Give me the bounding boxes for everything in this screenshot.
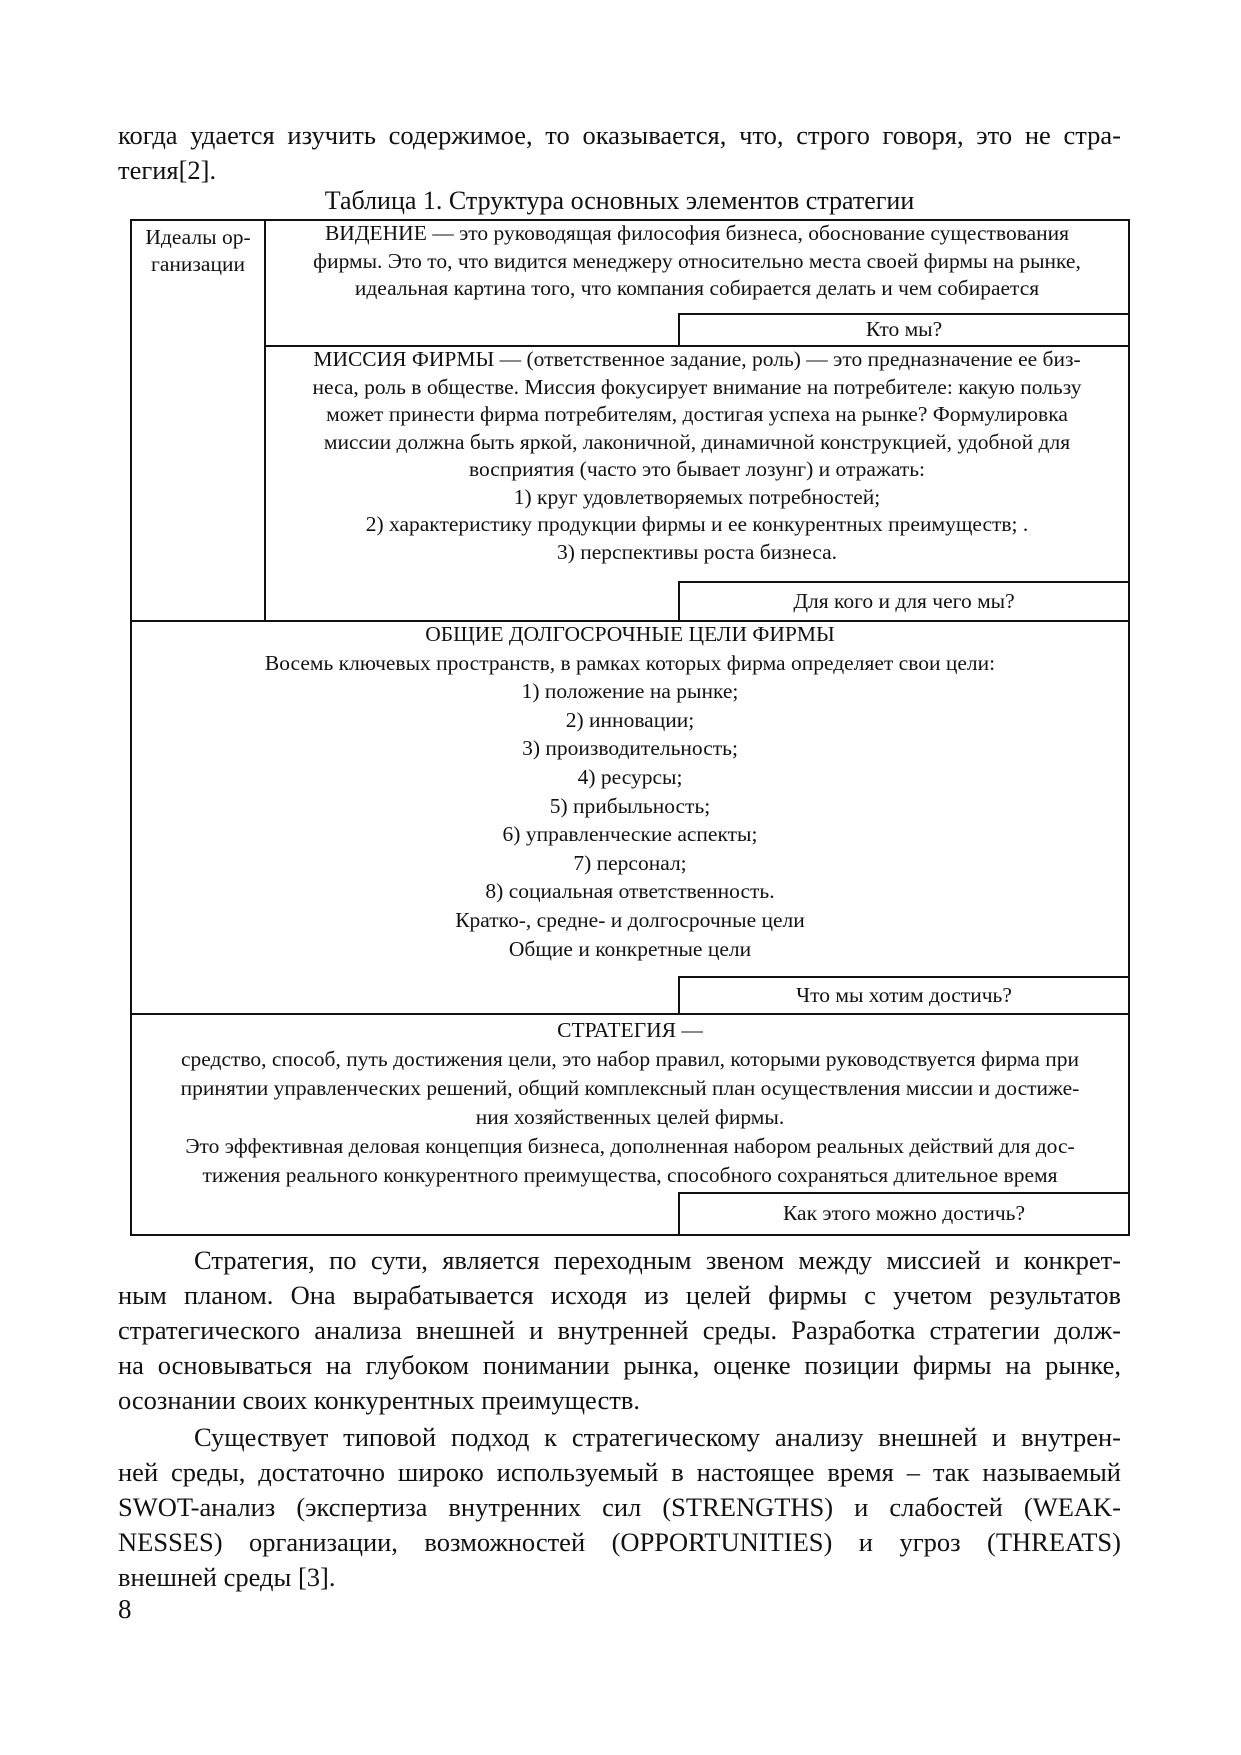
text-line: ней среды, достаточно широко используемый в настоящее время – так называемый: [118, 1457, 1121, 1487]
strategy-cell: [132, 1016, 1128, 1190]
text-line: внешней среды [3].: [118, 1562, 336, 1592]
goals-line: ОБЩИЕ ДОЛГОСРОЧНЫЕ ЦЕЛИ ФИРМЫ: [425, 622, 835, 646]
label-line: ганизации: [151, 252, 245, 276]
text-line: ным планом. Она вырабатывается исходя из целей фирмы с учетом результатов: [118, 1280, 1121, 1310]
vision-line: ВИДЕНИЕ — это руководящая философия бизнеса, обоснование существования: [324, 221, 1070, 245]
mission-line: миссии должна быть яркой, лаконичной, динамичной конструкцией, удобной для: [323, 429, 1071, 454]
vision-cell: [266, 220, 1128, 303]
mission-line: восприятия (часто это бывает лозунг) и отражать:: [469, 457, 925, 481]
table-border-right: [1128, 219, 1130, 1236]
goals-line: Общие и конкретные цели: [508, 936, 752, 961]
goals-line: 4) ресурсы;: [577, 764, 683, 789]
text-line: на основываться на глубоком понимании рынка, оценке позиции фирмы на рынке,: [118, 1350, 1121, 1380]
mission-line: МИССИЯ ФИРМЫ — (ответственное задание, роль) — это предназначение ее биз-: [313, 347, 1081, 371]
mission-line: может принести фирма потребителям, достигая успеха на рынке? Формулировка: [326, 402, 1068, 426]
mission-cell: [266, 346, 1128, 566]
vision-question: Кто мы?: [865, 317, 943, 341]
table-border-bottom: [130, 1234, 1129, 1236]
goals-line: 7) персонал;: [573, 850, 687, 875]
strategy-paragraph: [118, 1243, 1121, 1418]
goals-line: Восемь ключевых пространств, в рамках которых фирма определяет свои цели:: [264, 650, 996, 675]
vision-line: фирмы. Это то, что видится менеджеру относительно места своей фирмы на рынке,: [313, 248, 1081, 273]
mission-line: 1) круг удовлетворяемых потребностей;: [513, 484, 881, 509]
vision-line: идеальная картина того, что компания собирается делать и чем собирается: [354, 276, 1040, 300]
text-line: SWOT-анализ (экспертиза внутренних сил (STRENGTHS) и слабостей (WEAK-: [118, 1492, 1121, 1522]
strategy-line: ния хозяйственных целей фирмы.: [475, 1105, 785, 1129]
strategy-question-top: [678, 1192, 1129, 1194]
text-line: Стратегия, по сути, является переходным звеном между миссией и конкрет-: [194, 1245, 1121, 1275]
goals-cell: [132, 620, 1128, 963]
page-number: 8: [118, 1594, 132, 1624]
text-line: Существует типовой подход к стратегическому анализу внешней и внутрен-: [194, 1422, 1121, 1452]
text-line: NESSES) организации, возможностей (OPPORTUNITIES) и угроз (THREATS): [118, 1527, 1121, 1557]
goals-line: 5) прибыльность;: [549, 793, 711, 818]
goals-strategy-divider: [130, 1013, 1129, 1015]
goals-line: 1) положение на рынке;: [521, 679, 739, 704]
mission-line: неса, роль в обществе. Миссия фокусирует внимание на потребителе: какую пользу: [312, 374, 1082, 399]
goals-line: 2) инновации;: [565, 707, 695, 732]
label-line: Идеалы ор-: [145, 225, 251, 249]
text-line: когда удается изучить содержимое, то оказывается, что, строго говоря, это не стра-: [118, 120, 1121, 150]
intro-paragraph: [118, 118, 1121, 188]
strategy-line: СТРАТЕГИЯ —: [557, 1018, 703, 1042]
strategy-line: тижения реального конкурентного преимущества, способного сохраняться длительное время: [202, 1163, 1058, 1187]
text-line: стратегического анализа внешней и внутренней среды. Разработка стратегии долж-: [118, 1315, 1121, 1345]
strategy-line: средство, способ, путь достижения цели, это набор правил, которыми руководствуется фирма при: [180, 1047, 1080, 1071]
strategy-line: принятии управленческих решений, общий комплексный план осуществления миссии и достиже-: [180, 1076, 1080, 1100]
mission-question: Для кого и для чего мы?: [793, 589, 1015, 613]
mission-line: 3) перспективы роста бизнеса.: [556, 539, 838, 564]
goals-line: Кратко-, средне- и долгосрочные цели: [455, 907, 805, 932]
goals-line: 3) производительность;: [522, 736, 738, 761]
strategy-line: Это эффективная деловая концепция бизнеса, дополненная набором реальных действий для дос-: [185, 1134, 1075, 1158]
goals-line: 6) управленческие аспекты;: [502, 822, 758, 847]
strategy-question: Как этого можно достичь?: [782, 1201, 1026, 1225]
goals-line: 8) социальная ответственность.: [485, 879, 775, 904]
goals-question: Что мы хотим достичь?: [796, 983, 1012, 1007]
swot-paragraph: [118, 1420, 1121, 1595]
org-ideals-label: [132, 224, 264, 278]
text-line: осознании своих конкурентных преимуществ.: [118, 1385, 640, 1415]
table-caption: Таблица 1. Структура основных элементов стратегии: [324, 186, 915, 215]
text-line: тегия[2].: [118, 155, 217, 185]
mission-line: 2) характеристику продукции фирмы и ее конкурентных преимуществ; .: [365, 512, 1029, 536]
